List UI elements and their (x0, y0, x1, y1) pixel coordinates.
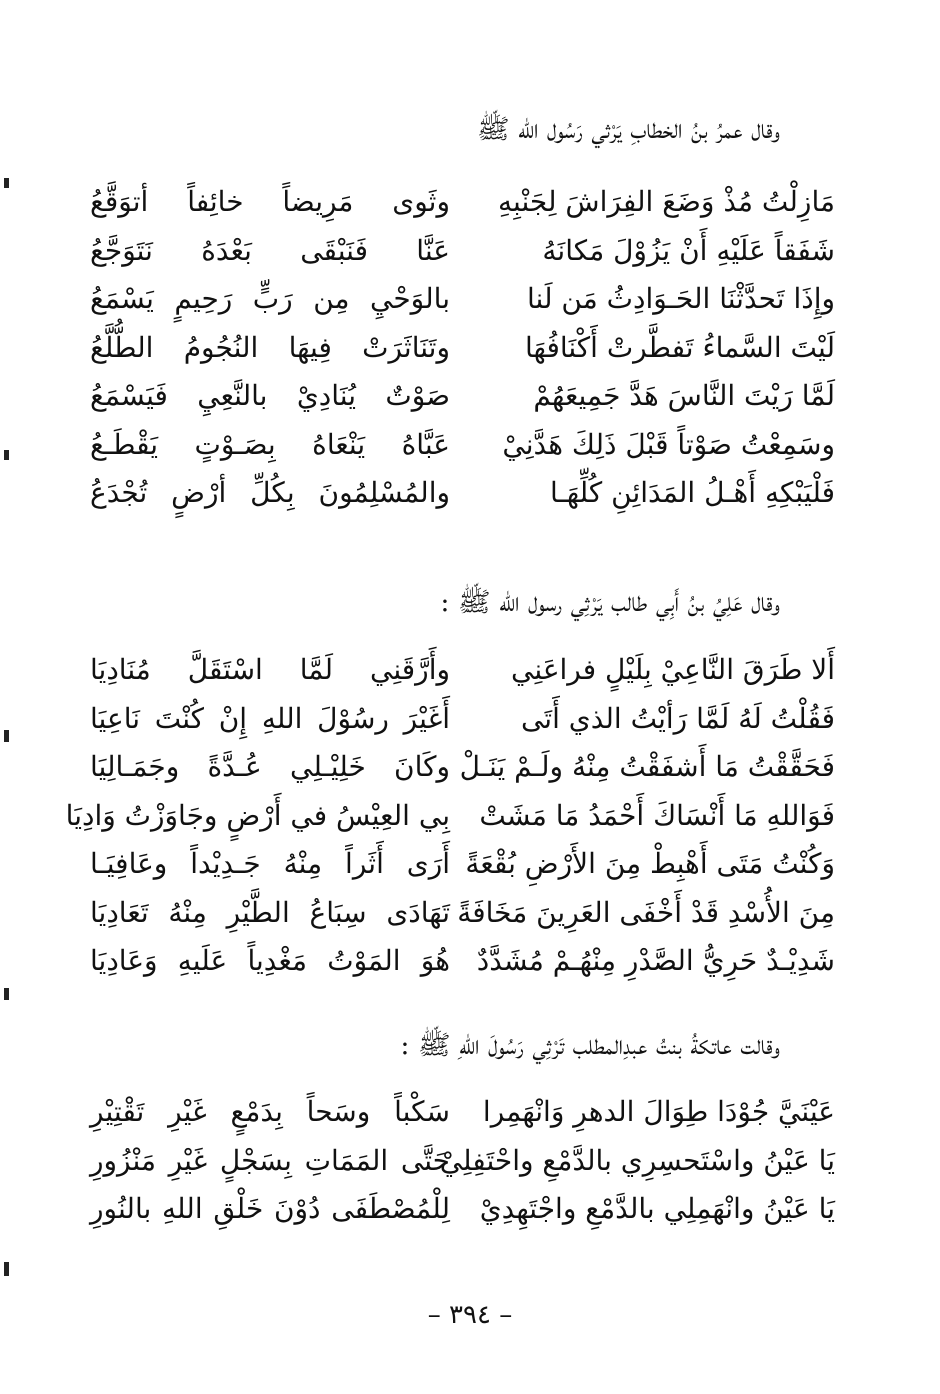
second-hemistich: أَرَى أَثَراً مِنْهُ جَـدِيْداً وعَافِيَـا (90, 847, 450, 880)
verse-row (65, 794, 835, 843)
second-hemistich: بالوَحْيِ مِن رَبٍّ رَحِيمٍ يَسْمَعُ (90, 282, 450, 315)
first-hemistich: شَدِيْـدٌ حَرِيُّ الصَّدْرِ مِنْهُـمْ مُشَدَّدٌ (476, 944, 835, 977)
verse-row (90, 180, 835, 229)
first-hemistich: فَلْيَبْكِهِ أَهْـلُ المَدَائِنِ كُلِّهَـا (549, 476, 835, 509)
first-hemistich: وإِذَا تَحدَّثْنَا الحَـوَادِثُ مَن لَنا (527, 282, 835, 315)
second-hemistich: وتَنَاثَرَتْ فِيهَا النُجُومُ الطُّلَّعُ (90, 330, 450, 364)
poem-atika (90, 1090, 835, 1236)
verse-row (90, 229, 835, 278)
first-hemistich: مَازِلْتُ مُذْ وَضَعَ الفِرَاشَ لِجَنْبِهِ (498, 185, 835, 218)
second-hemistich: صَوْتٌ يُنَادِيْ بالنَّعِيِ فَيَسْمَعُ (90, 379, 450, 412)
scan-edge-mark (4, 450, 9, 460)
section-intro-atika: وقالت عاتكةُ بنتُ عبدِالمطلب تَرْثِي رَسُولَ اللهِ ﷺ : (400, 1030, 780, 1061)
second-hemistich: عَنَّا فَنَبْقَى بَعْدَهُ نَتَوَجَّعُ (90, 233, 450, 267)
scan-edge-mark (4, 1262, 9, 1276)
second-hemistich: أَغَيْرَ رسُوْلَ اللهِ إِنْ كُنْتَ نَاعِيَا (90, 701, 450, 735)
verse-row (90, 842, 835, 891)
verse-row (90, 1139, 835, 1188)
verse-row (90, 471, 835, 520)
first-hemistich: وسَمِعْتُ صَوْتاً قَبْلَ ذَلِكَ هَدَّنِيْ (502, 427, 835, 461)
first-hemistich: شَفَقاً عَلَيْهِ أَنْ يَزُوْلَ مَكانَهُ (542, 233, 835, 267)
second-hemistich: لِلْمُصْطَفَى دُوْنَ خَلْقِ اللهِ بالنُورِ (90, 1192, 450, 1225)
verse-row (90, 697, 835, 746)
scan-edge-mark (4, 730, 9, 742)
first-hemistich: فَحَقَّقْتُ مَا أَشفَقْتُ مِنْهُ ولَـمْ يَنَـلْ (459, 750, 835, 783)
verse-row (90, 1090, 835, 1139)
verse-row (90, 1187, 835, 1236)
verse-row (90, 374, 835, 423)
first-hemistich: فَقُلْتُ لَهُ لَمَّا رَأيْتُ الذي أَتَى (520, 701, 835, 735)
second-hemistich: بِي العِيْسُ في أَرْضٍ وجَاوَزْتُ وَادِيَا (65, 798, 450, 832)
second-hemistich: وثَوى مَرِيضاً خائِفاً أتوَقَّعُ (90, 185, 450, 218)
verse-row (90, 891, 835, 940)
verse-row (90, 745, 835, 794)
second-hemistich: تَهَادَى سِبَاعُ الطَّيْرِ مِنْهُ تَعَادِيَا (90, 895, 450, 929)
first-hemistich: يَا عَيْنُ واسْتَحسِرِي بالدَّمْعِ واحْتَفِلِيْ (439, 1143, 835, 1177)
second-hemistich: والمُسْلِمُونَ بِكُلِّ أرْضٍ تُجْدَعُ (90, 476, 450, 509)
first-hemistich: لَمَّا رَيْتَ النَّاسَ هَدَّ جَمِيعَهُمْ (533, 379, 835, 412)
verse-row (90, 423, 835, 472)
second-hemistich: سَكْباً وسَحاً بِدَمْعٍ غَيْرِ تَقْتِيْرِ (90, 1095, 450, 1128)
second-hemistich: هُوَ المَوْتُ مَغْدِياً عَلَيهِ وَعَادِيَا (90, 944, 450, 977)
verse-row (90, 939, 835, 988)
verse-row (90, 277, 835, 326)
section-intro-umar: وقال عمرُ بنُ الخطابِ يَرْثي رَسُول الله ﷺ (476, 114, 780, 145)
section-intro-ali: وقال عَلِيُ بنُ أَبِي طالب يَرْثِي رسول الله ﷺ : (440, 587, 780, 618)
first-hemistich: عَيْنَيَّ جُوْدَا طِوَالَ الدهرِ وَانْهَمِرا (482, 1095, 835, 1128)
second-hemistich: وكَانَ خَلِيْـلِي عُـدَّةً وجَمَـالِيَا (90, 750, 450, 783)
first-hemistich: فَوَاللهِ مَا أَنْسَاكَ أَحْمَدُ مَا مَشَتْ (479, 798, 835, 832)
second-hemistich: حَتَّى المَمَاتِ بِسَجْلٍ غَيْرِ مَنْزُورِ (90, 1143, 450, 1177)
second-hemistich: وأَرَّقَنِي لَمَّا اسْتَقَلَّ مُنَادِيَا (90, 653, 450, 686)
poem-umar (90, 180, 835, 520)
second-hemistich: عَبَّاهُ يَنْعَاهُ بِصَـوْتٍ يَقْطَـعُ (90, 427, 450, 461)
first-hemistich: يَا عَيْنُ وانْهَمِلِي بالدَّمْعِ واجْتَهِدِيْ (479, 1192, 835, 1225)
first-hemistich: لَيْتَ السَّماءُ تَفطَّرتْ أَكْنَافُهَا (525, 330, 835, 364)
first-hemistich: أَلا طَرَقَ النَّاعِيْ بِلَيْلٍ فراعَنِي (511, 653, 835, 686)
verse-row (90, 648, 835, 697)
first-hemistich: وَكُنْتُ مَتَى أَهْبِطْ مِنَ الأَرْضِ بُقْعَةً (465, 847, 835, 880)
first-hemistich: مِنَ الأُسْدِ قَدْ أَخْفَى العَرِينَ مَخَافَةً (457, 895, 835, 929)
verse-row (90, 326, 835, 375)
poem-ali (65, 648, 835, 988)
page-number: – ٣٩٤ – (427, 1300, 513, 1330)
scan-edge-mark (4, 178, 9, 188)
scan-edge-mark (4, 988, 9, 1000)
